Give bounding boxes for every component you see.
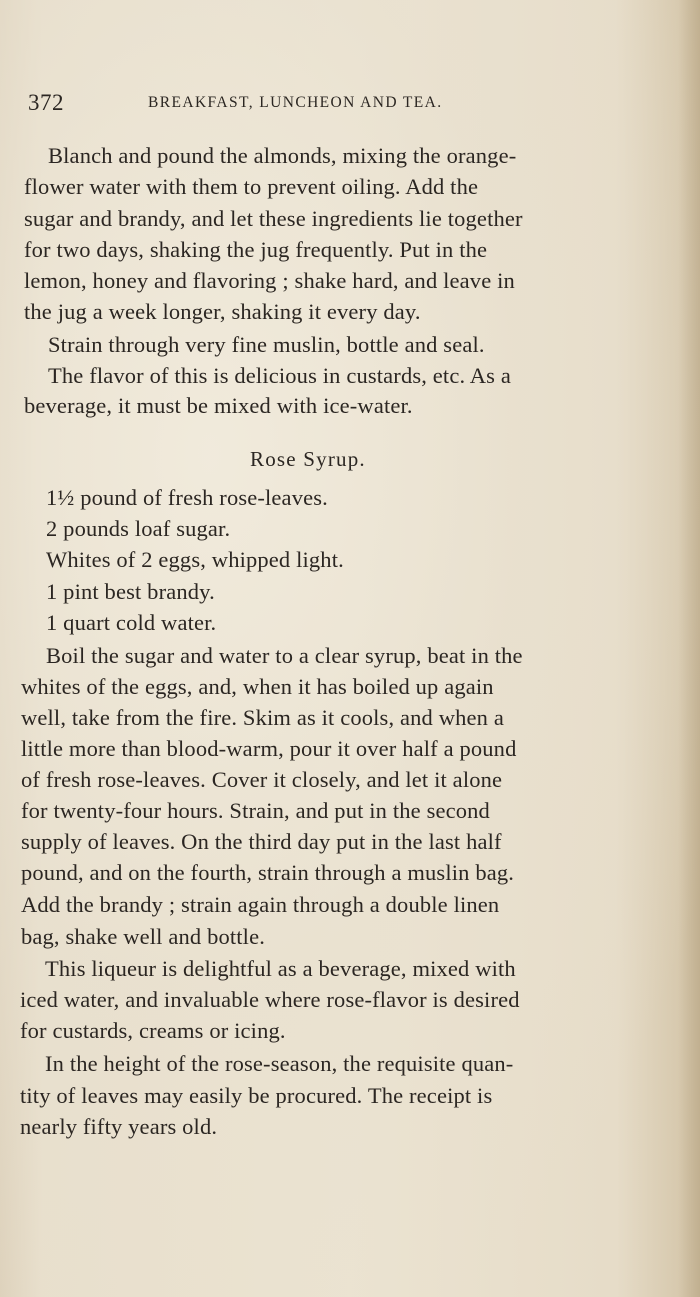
text-line: for two days, shaking the jug frequently. Put in the	[24, 237, 488, 262]
text-line: This liqueur is delightful as a beverage, mixed with	[45, 956, 516, 981]
text-line: bag, shake well and bottle.	[21, 924, 265, 949]
text-line: iced water, and invaluable where rose-flavor is desired	[20, 987, 520, 1012]
text-line: nearly fifty years old.	[20, 1114, 218, 1139]
text-line: lemon, honey and flavoring ; shake hard, and leave in	[24, 268, 515, 293]
text-line: supply of leaves. On the third day put in the last half	[21, 829, 502, 854]
ingredient-item: 1 quart cold water.	[46, 610, 217, 635]
text-line: The flavor of this is delicious in custards, etc. As a	[48, 363, 511, 388]
text-line: Boil the sugar and water to a clear syrup, beat in the	[46, 643, 523, 668]
text-line: Add the brandy ; strain again through a double linen	[21, 892, 500, 917]
text-line: well, take from the fire. Skim as it cools, and when a	[21, 705, 504, 730]
text-line: for custards, creams or icing.	[20, 1018, 286, 1043]
text-line: pound, and on the fourth, strain through a muslin bag.	[21, 860, 515, 885]
text-line: whites of the eggs, and, when it has boiled up again	[21, 674, 494, 699]
text-line: the jug a week longer, shaking it every day.	[24, 299, 421, 324]
text-line: In the height of the rose-season, the requisite quan-	[45, 1051, 514, 1076]
running-head-title: BREAKFAST, LUNCHEON AND TEA.	[148, 94, 443, 111]
text-line: Blanch and pound the almonds, mixing the orange-	[48, 143, 517, 168]
recipe-title: Rose Syrup.	[250, 447, 366, 471]
running-head	[28, 90, 508, 120]
text-line: little more than blood-warm, pour it over half a pound	[21, 736, 517, 761]
page-number: 372	[28, 90, 64, 115]
text-line: Strain through very fine muslin, bottle and seal.	[48, 332, 485, 357]
text-line: flower water with them to prevent oiling. Add the	[24, 174, 479, 199]
text-line: for twenty-four hours. Strain, and put in the second	[21, 798, 490, 823]
text-line: beverage, it must be mixed with ice-water.	[24, 393, 413, 418]
text-line: tity of leaves may easily be procured. The receipt is	[20, 1083, 493, 1108]
ingredient-item: Whites of 2 eggs, whipped light.	[46, 547, 344, 572]
ingredient-item: 1 pint best brandy.	[46, 579, 215, 604]
text-line: of fresh rose-leaves. Cover it closely, and let it alone	[21, 767, 503, 792]
ingredient-item: 1½ pound of fresh rose-leaves.	[46, 485, 328, 510]
ingredient-item: 2 pounds loaf sugar.	[46, 516, 231, 541]
text-line: sugar and brandy, and let these ingredients lie together	[24, 206, 523, 231]
